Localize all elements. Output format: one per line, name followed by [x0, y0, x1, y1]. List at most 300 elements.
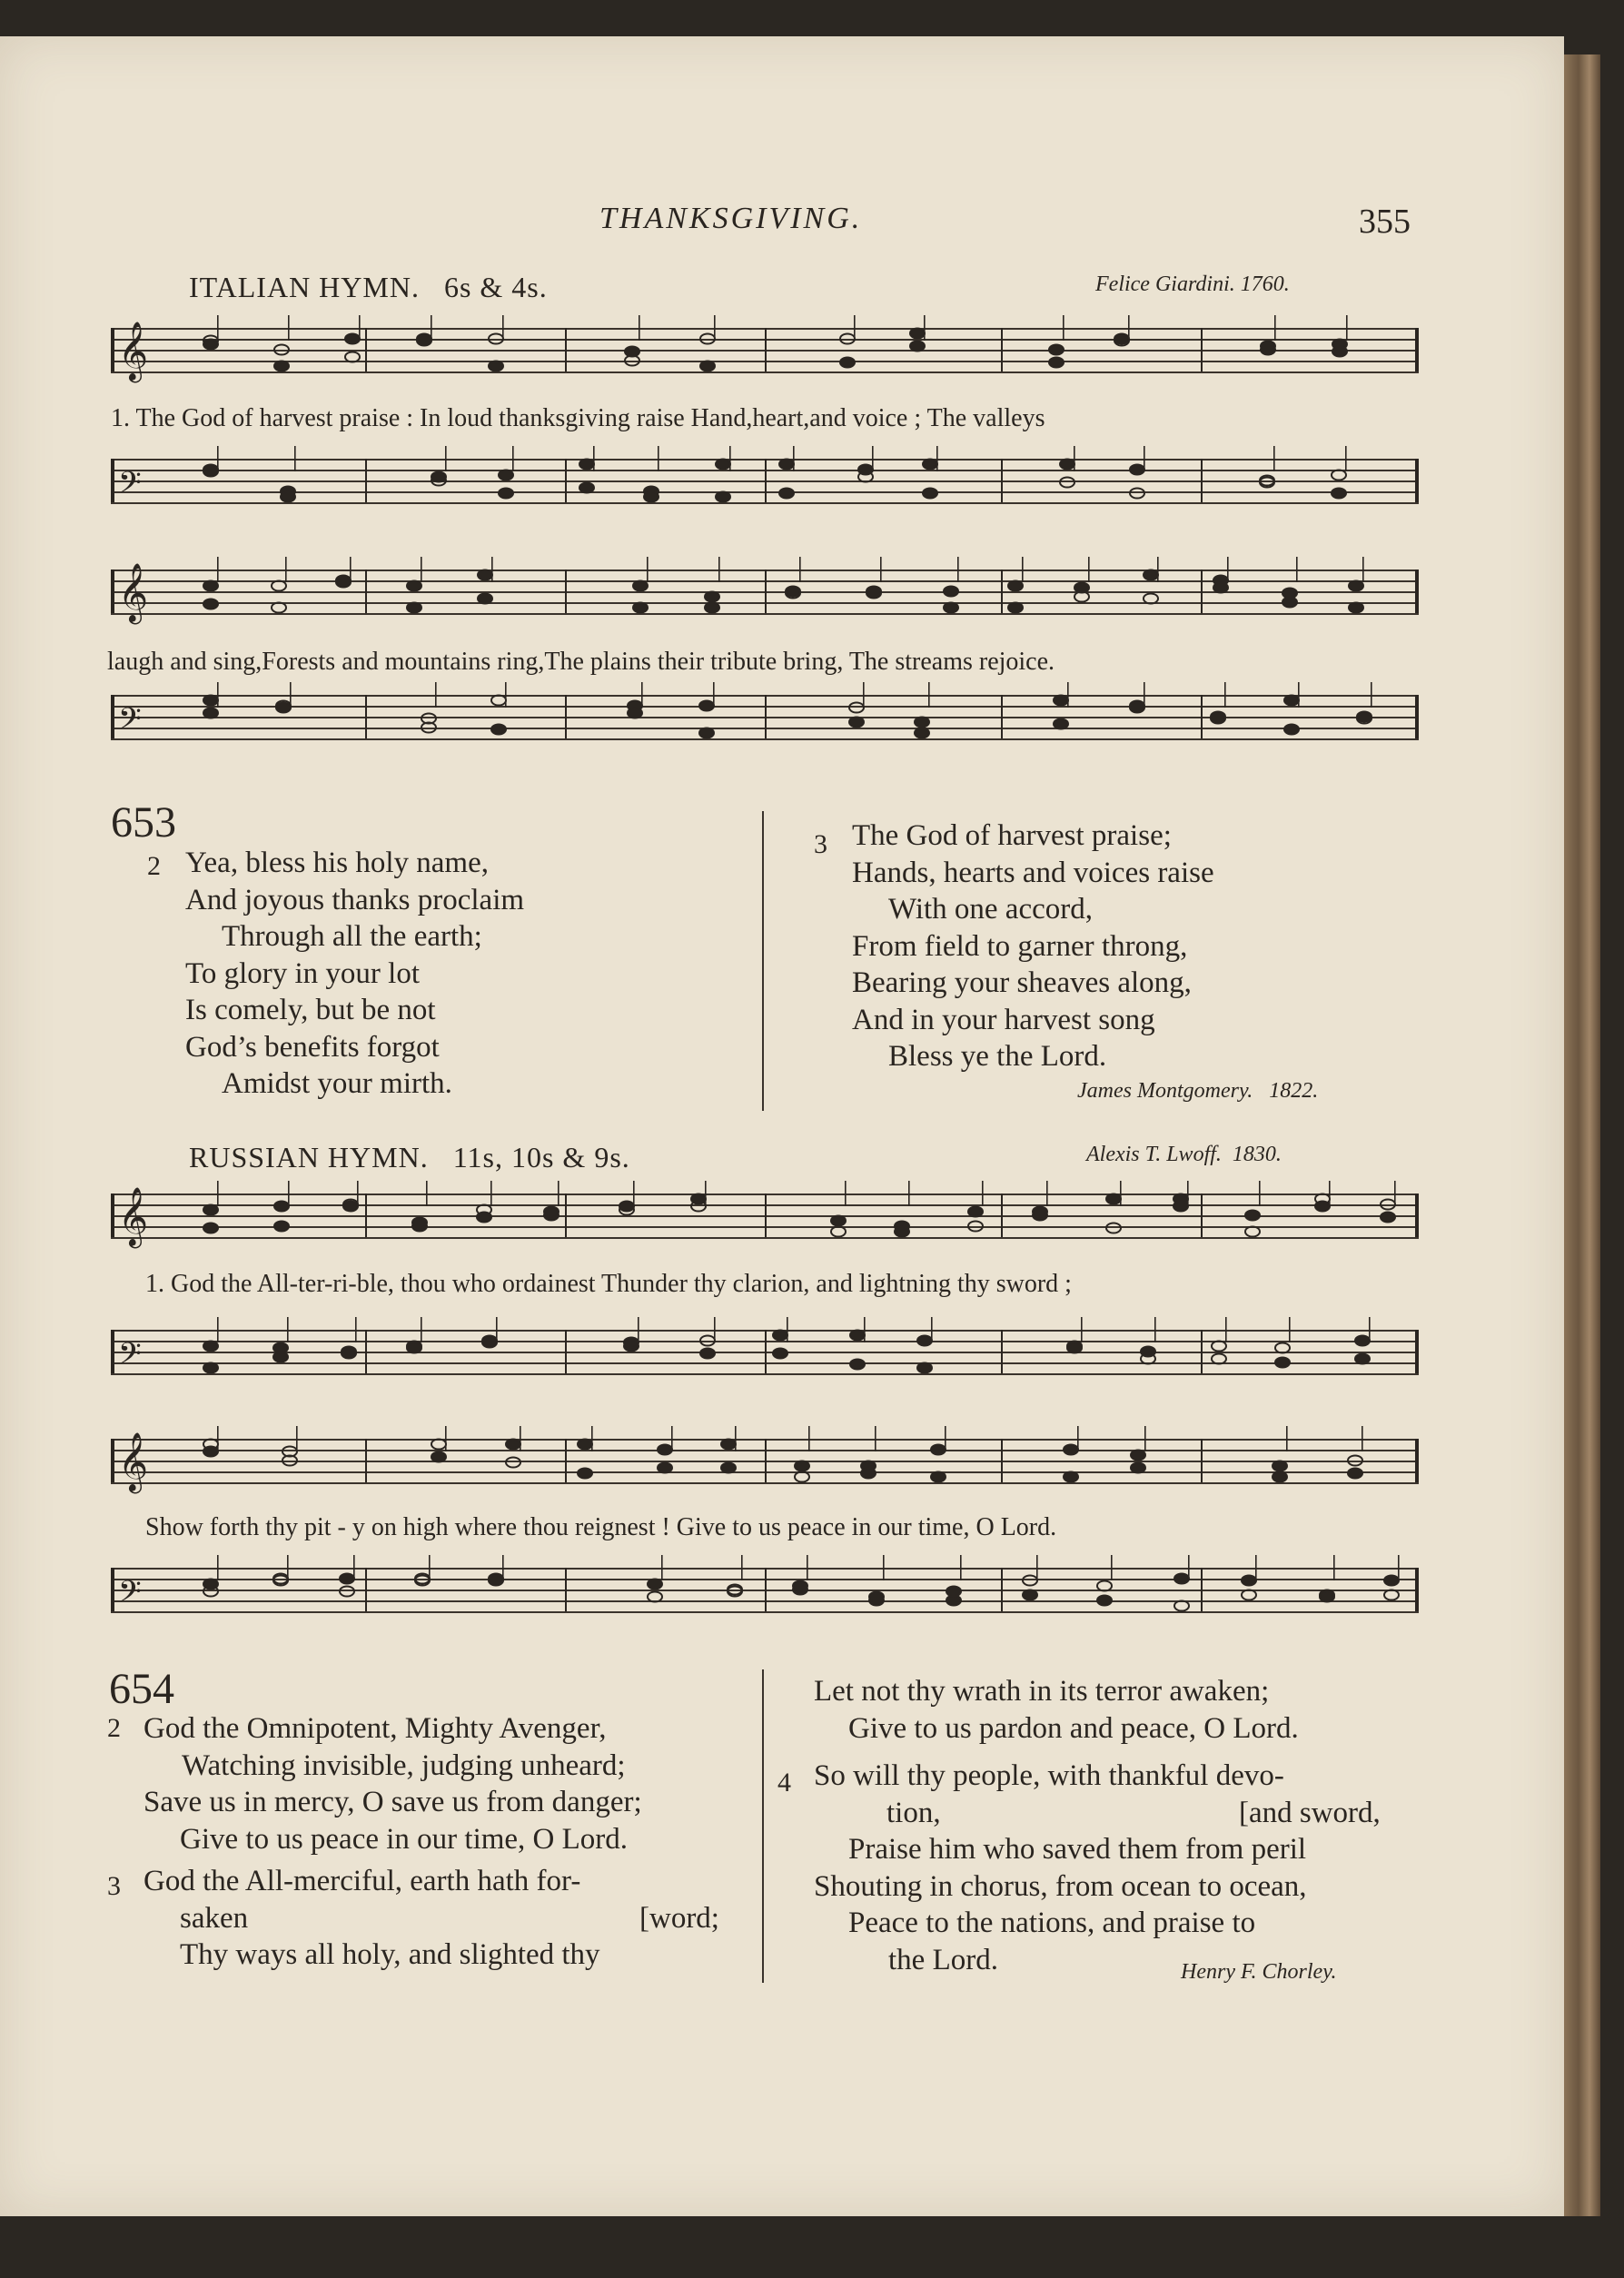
- notehead: [1211, 714, 1225, 724]
- notehead: [773, 1331, 787, 1341]
- note-stem: [1144, 446, 1145, 471]
- note-stem: [1188, 1555, 1190, 1580]
- note-stem: [1224, 682, 1226, 708]
- bar-line: [1001, 328, 1003, 371]
- notehead: [793, 1581, 807, 1591]
- treble-clef-icon: 𝄞: [118, 1187, 149, 1246]
- book-fore-edge: [1564, 54, 1600, 2216]
- verse-number: 3: [107, 1871, 121, 1901]
- notehead: [850, 1331, 865, 1341]
- notehead: [1212, 1354, 1226, 1364]
- notehead: [721, 1440, 736, 1450]
- notehead: [915, 718, 929, 728]
- composer-name: Alexis T. Lwoff.: [1086, 1143, 1222, 1166]
- notehead: [1023, 1590, 1037, 1600]
- bar-line: [565, 695, 567, 738]
- system-bracket: [111, 1568, 114, 1611]
- note-stem: [735, 1426, 737, 1451]
- notation: [111, 695, 1419, 744]
- bar-line: [1001, 1330, 1003, 1373]
- bar-line: [1415, 1193, 1419, 1237]
- bar-line: [1415, 695, 1419, 738]
- note-stem: [1074, 446, 1075, 471]
- notehead: [578, 1440, 592, 1450]
- note-stem: [1022, 557, 1024, 582]
- bar-line: [1001, 1439, 1003, 1482]
- treble-staff: [111, 322, 1419, 381]
- note-stem: [863, 682, 865, 708]
- note-stem: [1329, 1181, 1331, 1206]
- notehead: [1284, 696, 1299, 706]
- notehead: [203, 696, 218, 706]
- verse-line: The God of harvest praise;: [852, 819, 1172, 852]
- bar-line: [1201, 570, 1203, 613]
- tune-meter: 11s, 10s & 9s.: [452, 1141, 630, 1174]
- staff-line: [111, 502, 1419, 504]
- note-stem: [217, 1317, 219, 1342]
- notation: [111, 1330, 1419, 1379]
- notehead: [1067, 1343, 1082, 1353]
- bar-line: [1415, 1330, 1419, 1373]
- notehead: [917, 1336, 932, 1346]
- notehead: [1348, 1469, 1362, 1479]
- notehead: [700, 334, 715, 344]
- verse-line: Watching invisible, judging unheard;: [182, 1748, 626, 1782]
- note-stem: [593, 446, 595, 471]
- notehead: [1008, 581, 1023, 591]
- note-stem: [787, 1317, 788, 1342]
- bar-line: [1201, 459, 1203, 502]
- notehead: [1349, 581, 1363, 591]
- note-stem: [1296, 557, 1298, 582]
- notehead: [840, 334, 855, 344]
- bar-line: [365, 1330, 367, 1373]
- bar-line: [1001, 570, 1003, 613]
- treble-staff: [111, 563, 1419, 622]
- system-bracket: [111, 1193, 114, 1237]
- note-stem: [845, 1181, 847, 1206]
- notehead: [910, 342, 925, 352]
- note-stem: [421, 557, 422, 582]
- note-stem: [807, 1555, 808, 1580]
- notehead: [850, 1360, 865, 1370]
- notehead: [923, 460, 937, 470]
- notehead: [578, 1469, 592, 1479]
- author-credit: Henry F. Chorley.: [1181, 1960, 1337, 1984]
- note-stem: [1398, 1555, 1400, 1580]
- author-name: James Montgomery.: [1077, 1079, 1253, 1103]
- note-stem: [658, 446, 659, 471]
- notehead: [273, 1343, 288, 1353]
- note-stem: [641, 682, 643, 708]
- verse-line: Save us in mercy, O save us from danger;: [144, 1786, 642, 1818]
- system-bracket: [111, 570, 114, 613]
- note-stem: [591, 1426, 593, 1451]
- verse-line: Shouting in chorus, from ocean to ocean,: [814, 1869, 1307, 1903]
- note-stem: [355, 1317, 357, 1342]
- notehead: [700, 362, 715, 371]
- staff-line: [111, 1482, 1419, 1484]
- notehead: [633, 581, 648, 591]
- note-stem: [1394, 1181, 1396, 1206]
- verse-text: tion,: [886, 1796, 941, 1829]
- bass-staff: [111, 1330, 1419, 1379]
- notehead: [917, 1363, 932, 1373]
- notehead: [968, 1207, 983, 1217]
- note-stem: [1255, 1555, 1257, 1580]
- notehead: [716, 492, 730, 502]
- bass-staff: [111, 459, 1419, 508]
- notehead: [1315, 1202, 1330, 1212]
- bass-clef-icon: 𝄢: [118, 1337, 142, 1379]
- notehead: [203, 1447, 218, 1457]
- notehead: [1023, 1576, 1037, 1586]
- note-stem: [431, 315, 432, 341]
- note-stem: [445, 1426, 447, 1451]
- bar-line: [765, 328, 767, 371]
- staff-line: [111, 738, 1419, 740]
- notehead: [1174, 1601, 1189, 1611]
- note-stem: [945, 1426, 946, 1451]
- notehead: [340, 1587, 354, 1597]
- notehead: [506, 1440, 520, 1450]
- notehead: [477, 1213, 491, 1223]
- note-stem: [217, 315, 219, 341]
- notation: [111, 459, 1419, 508]
- note-stem: [714, 315, 716, 341]
- notehead: [203, 1205, 218, 1215]
- verse-line: Is comely, but be not: [185, 994, 436, 1026]
- note-stem: [217, 1426, 219, 1451]
- verse-line: [777, 1758, 1431, 1798]
- note-stem: [1333, 1555, 1335, 1580]
- notehead: [831, 1227, 846, 1237]
- notehead: [1284, 725, 1299, 735]
- note-stem: [1046, 1181, 1048, 1206]
- notehead: [624, 1338, 639, 1348]
- author-credit: [1077, 1079, 1318, 1104]
- notehead: [931, 1445, 946, 1455]
- note-stem: [799, 557, 801, 582]
- system-bracket: [111, 459, 114, 502]
- verse-number: 3: [814, 829, 827, 859]
- staff-line: [111, 1611, 1419, 1613]
- note-stem: [217, 557, 219, 582]
- notehead: [1106, 1194, 1121, 1204]
- bass-clef-icon: 𝄢: [118, 1575, 142, 1617]
- bar-line: [1415, 459, 1419, 502]
- lyric-line: 1. The God of harvest praise : In loud thanksgiving raise Hand,heart,and voice ; The valleys: [111, 404, 1045, 432]
- bar-line: [565, 570, 567, 613]
- notehead: [1131, 1451, 1145, 1461]
- note-stem: [1077, 1426, 1079, 1451]
- note-stem: [353, 1555, 355, 1580]
- note-stem: [359, 315, 361, 341]
- verse-line: And in your harvest song: [852, 1003, 1155, 1036]
- notehead: [579, 460, 594, 470]
- note-stem: [217, 1181, 219, 1206]
- notehead: [1097, 1596, 1112, 1606]
- treble-staff: [111, 1432, 1419, 1491]
- notehead: [1381, 1213, 1395, 1223]
- notehead: [417, 336, 431, 346]
- note-stem: [288, 315, 290, 341]
- notehead: [412, 1218, 427, 1228]
- notehead: [342, 1349, 356, 1359]
- notehead: [1144, 570, 1158, 580]
- notehead: [431, 472, 446, 482]
- notehead: [1054, 719, 1068, 729]
- notehead: [407, 603, 421, 613]
- notehead: [849, 703, 864, 713]
- notehead: [1384, 1576, 1399, 1586]
- note-stem: [957, 557, 959, 582]
- note-stem: [1362, 1426, 1363, 1451]
- bass-staff: [111, 695, 1419, 744]
- notehead: [1060, 460, 1074, 470]
- bar-line: [765, 459, 767, 502]
- verse-line: Thy ways all holy, and slighted thy: [180, 1938, 600, 1971]
- staff-line: [111, 1237, 1419, 1239]
- note-stem: [1274, 315, 1276, 341]
- notehead: [831, 1216, 846, 1226]
- note-stem: [1067, 682, 1069, 708]
- note-stem: [1157, 557, 1159, 582]
- system-bracket: [111, 1439, 114, 1482]
- note-stem: [793, 446, 795, 471]
- notehead: [721, 1463, 736, 1473]
- bar-line: [765, 1568, 767, 1611]
- note-stem: [520, 1426, 521, 1451]
- note-stem: [1144, 1426, 1146, 1451]
- notehead: [1173, 1202, 1188, 1212]
- note-stem: [1227, 557, 1229, 582]
- note-stem: [290, 682, 292, 708]
- notehead: [203, 1223, 218, 1233]
- notehead: [1060, 478, 1074, 488]
- notehead: [1245, 1227, 1260, 1237]
- notehead: [431, 1440, 446, 1450]
- bar-line: [1201, 1568, 1203, 1611]
- notehead: [968, 1222, 983, 1232]
- note-stem: [287, 1317, 289, 1342]
- notehead: [203, 1363, 218, 1373]
- note-stem: [512, 446, 514, 471]
- notehead: [1049, 358, 1064, 368]
- notehead: [1130, 489, 1144, 499]
- note-stem: [808, 1426, 810, 1451]
- bar-line: [765, 1330, 767, 1373]
- notehead: [1332, 489, 1346, 499]
- notehead: [1355, 1336, 1370, 1346]
- verse-text: saken: [180, 1901, 249, 1935]
- notehead: [1275, 1358, 1290, 1368]
- lyric-line: 1. God the All-ter-ri-ble, thou who ordainest Thunder thy clarion, and lightning thy sword ;: [145, 1270, 1072, 1298]
- note-stem: [1120, 1181, 1122, 1206]
- notehead: [1242, 1590, 1256, 1600]
- staff-line: [111, 371, 1419, 373]
- notehead: [1245, 1211, 1260, 1221]
- notehead: [491, 696, 506, 706]
- notehead: [869, 1592, 884, 1602]
- notehead: [658, 1445, 672, 1455]
- bar-line: [365, 1439, 367, 1482]
- verse-text: [and sword,: [1239, 1796, 1381, 1829]
- notehead: [716, 460, 730, 470]
- note-stem: [1036, 1555, 1038, 1580]
- notehead: [1320, 1592, 1334, 1602]
- verse-line: Bearing your sheaves along,: [852, 966, 1192, 999]
- notehead: [1008, 603, 1023, 613]
- composer-year: 1830.: [1232, 1143, 1282, 1166]
- tune-name-text: RUSSIAN HYMN.: [189, 1141, 429, 1174]
- notehead: [931, 1472, 946, 1482]
- note-stem: [502, 1555, 504, 1580]
- notehead: [795, 1461, 809, 1471]
- bar-line: [765, 1193, 767, 1237]
- notehead: [1131, 1463, 1145, 1473]
- notehead: [633, 603, 648, 613]
- tune-meter: 6s & 4s.: [443, 271, 548, 303]
- note-stem: [638, 1317, 639, 1342]
- notehead: [274, 362, 289, 371]
- treble-staff: [111, 1187, 1419, 1246]
- running-title: THANKSGIVING.: [599, 202, 863, 235]
- notehead: [1272, 1472, 1287, 1482]
- notehead: [849, 718, 864, 728]
- notehead: [1064, 1445, 1078, 1455]
- note-stem: [883, 1555, 885, 1580]
- note-stem: [924, 315, 926, 341]
- notehead: [1242, 1576, 1256, 1586]
- bar-line: [765, 695, 767, 738]
- notehead: [489, 1576, 503, 1586]
- note-stem: [505, 682, 507, 708]
- note-stem: [647, 557, 649, 582]
- verse-line: Give to us peace in our time, O Lord.: [180, 1822, 629, 1856]
- column-divider: [762, 1669, 764, 1983]
- music-system-russian-hymn: [111, 1181, 1419, 1653]
- verse-line: God’s benefits forgot: [185, 1030, 440, 1064]
- verse-number: 4: [777, 1768, 791, 1798]
- note-stem: [217, 682, 219, 708]
- bar-line: [1201, 1439, 1203, 1482]
- bar-line: [565, 459, 567, 502]
- notehead: [1261, 342, 1275, 352]
- note-stem: [1346, 315, 1348, 341]
- note-stem: [864, 1317, 866, 1342]
- bar-line: [565, 328, 567, 371]
- notation: [111, 1568, 1419, 1617]
- notation: [111, 563, 1419, 622]
- note-stem: [671, 1426, 673, 1451]
- note-stem: [928, 682, 930, 708]
- treble-clef-icon: 𝄞: [118, 322, 149, 381]
- lyric-line: laugh and sing,Forests and mountains ring,The plains their tribute bring, The streams rejoice.: [107, 648, 1055, 676]
- verse-line: [107, 1900, 748, 1937]
- staff-line: [111, 613, 1419, 615]
- bar-line: [365, 1193, 367, 1237]
- verse-line: the Lord.: [888, 1943, 998, 1976]
- note-stem: [491, 557, 493, 582]
- note-stem: [960, 1555, 962, 1580]
- treble-clef-icon: 𝄞: [118, 563, 149, 622]
- notehead: [272, 603, 286, 613]
- verse-line: Peace to the nations, and praise to: [848, 1907, 1256, 1939]
- verse-text: So will thy people, with thankful devo-: [814, 1759, 1284, 1792]
- bar-line: [1001, 695, 1003, 738]
- notehead: [203, 708, 218, 718]
- bar-line: [1001, 1568, 1003, 1611]
- note-stem: [294, 446, 296, 471]
- verses-3-4: [777, 1673, 1431, 1978]
- verse-3: [814, 817, 1214, 1075]
- notation: [111, 322, 1419, 381]
- note-stem: [880, 557, 882, 582]
- tune-name-text: ITALIAN HYMN.: [189, 271, 420, 303]
- verse-text: [word;: [639, 1901, 719, 1935]
- notehead: [274, 1222, 289, 1232]
- notehead: [489, 362, 503, 371]
- note-stem: [1362, 557, 1364, 582]
- note-stem: [1286, 1426, 1288, 1451]
- notehead: [625, 347, 639, 357]
- note-stem: [1225, 1317, 1227, 1342]
- notehead: [1275, 1343, 1290, 1353]
- bar-line: [565, 1568, 567, 1611]
- notehead: [272, 581, 286, 591]
- verse-text: God the All-merciful, earth hath for-: [144, 1865, 581, 1897]
- note-stem: [1273, 446, 1275, 471]
- note-stem: [502, 315, 504, 341]
- bar-line: [1415, 1568, 1419, 1611]
- page-number: 355: [1359, 203, 1411, 241]
- notehead: [1381, 1200, 1395, 1210]
- notehead: [345, 352, 360, 362]
- note-stem: [713, 682, 715, 708]
- notehead: [648, 1592, 662, 1602]
- notehead: [866, 589, 881, 599]
- notehead: [861, 1469, 876, 1479]
- notehead: [478, 570, 492, 580]
- notehead: [658, 1463, 672, 1473]
- tune-name: [189, 1141, 630, 1174]
- notehead: [795, 1472, 809, 1482]
- notehead: [482, 1338, 497, 1348]
- notehead: [923, 489, 937, 499]
- notehead: [1033, 1207, 1047, 1217]
- note-stem: [1298, 682, 1300, 708]
- note-stem: [357, 1181, 359, 1206]
- notehead: [1272, 1461, 1287, 1471]
- note-stem: [741, 1555, 743, 1580]
- note-stem: [661, 1555, 663, 1580]
- notehead: [579, 483, 594, 493]
- notehead: [478, 594, 492, 604]
- hymn-number: 653: [111, 798, 176, 847]
- bar-line: [1201, 1330, 1203, 1373]
- notehead: [1130, 465, 1144, 475]
- verse-line: Praise him who saved them from peril: [848, 1833, 1307, 1866]
- bar-line: [565, 1439, 567, 1482]
- verse-line: Bless ye the Lord.: [888, 1040, 1107, 1073]
- notehead: [619, 1202, 634, 1212]
- notehead: [648, 1580, 662, 1590]
- author-year: 1822.: [1269, 1079, 1319, 1103]
- note-stem: [1111, 1555, 1113, 1580]
- bass-clef-icon: 𝄢: [118, 702, 142, 744]
- note-stem: [217, 446, 219, 471]
